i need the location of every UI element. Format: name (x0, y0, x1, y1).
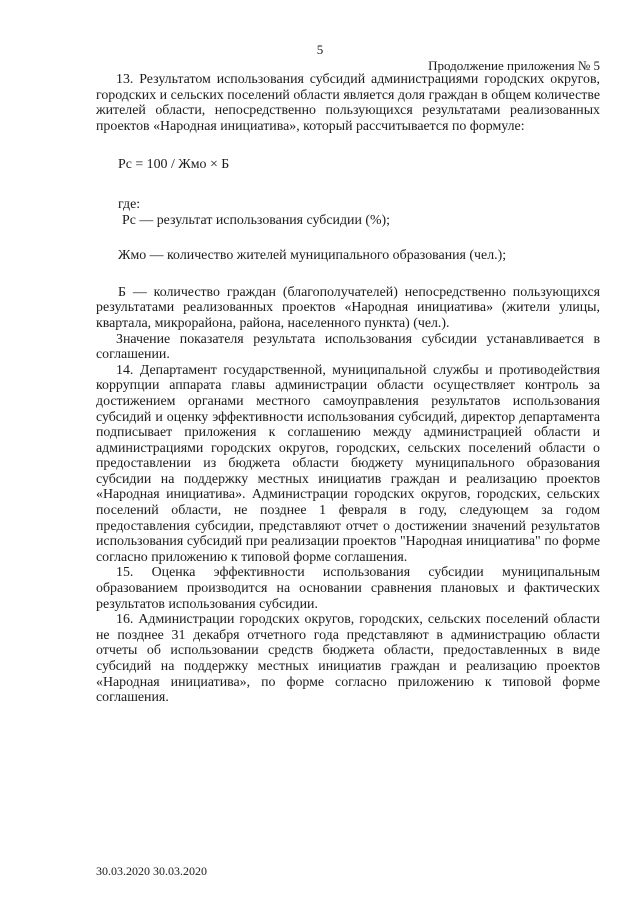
page-number: 5 (316, 42, 324, 57)
definition-zhmo: Жмо — количество жителей муниципального образования (чел.); (118, 248, 507, 264)
document-body (96, 72, 600, 706)
paragraph-14: 14. Департамент государственной, муниципальной службы и противодействия коррупции аппарата главы администрации области осуществляет контроль за достижением органами местного самоуправления результатов использования субсидий и оценку эффективности использования субсидий, директор департамента подписывает приложения к соглашению между администрацией области и администрациями городских округов, городских, сельских поселений области о предоставлении из бюджета области бюджету муниципального образования субсидии на поддержку местных инициатив граждан и реализацию проектов «Народная инициатива». Администрации городских округов, городских, сельских поселений области, не позднее 1 февраля в году, следующем за годом предоставления субсидии, представляют отчет о достижении значений результатов использования субсидий при реализации проектов "Народная инициатива" по форме согласно приложению к типовой форме соглашения. (96, 362, 600, 565)
indicator-value-note: Значение показателя результата использования субсидии устанавливается в соглашении. (96, 331, 600, 363)
formula: Рс = 100 / Жмо × Б (118, 157, 230, 173)
appendix-continuation-note: Продолжение приложения № 5 (428, 58, 600, 73)
paragraph-13: 13. Результатом использования субсидий администрациями городских округов, городских и сельских поселений области является доля граждан в общем количестве жителей области, непосредственно пользующихся результатами реализованных проектов «Народная инициатива», который рассчитывается по формуле: (96, 72, 600, 134)
formula-where-label: где: (118, 196, 141, 212)
definition-pc: Рс — результат использования субсидии (%); (122, 212, 391, 228)
definition-b: Б — количество граждан (благополучателей) непосредственно пользующихся результатами реализованных проектов «Народная инициатива» (жители улицы, квартала, микрорайона, района, населенного пункта) (чел.). (96, 284, 600, 331)
paragraph-16: 16. Администрации городских округов, городских, сельских поселений области не позднее 31 декабря отчетного года представляют в администрацию области отчеты об использовании средств бюджета области, предоставленных в виде субсидий на поддержку местных инициатив граждан и реализацию проектов «Народная инициатива», по форме согласно приложению к типовой форме соглашения. (96, 612, 600, 706)
paragraph-15: 15. Оценка эффективности использования субсидии муниципальным образованием производится на основании сравнения плановых и фактических результатов использования субсидии. (96, 565, 600, 612)
footer-date-stamp: 30.03.2020 30.03.2020 (96, 864, 207, 878)
